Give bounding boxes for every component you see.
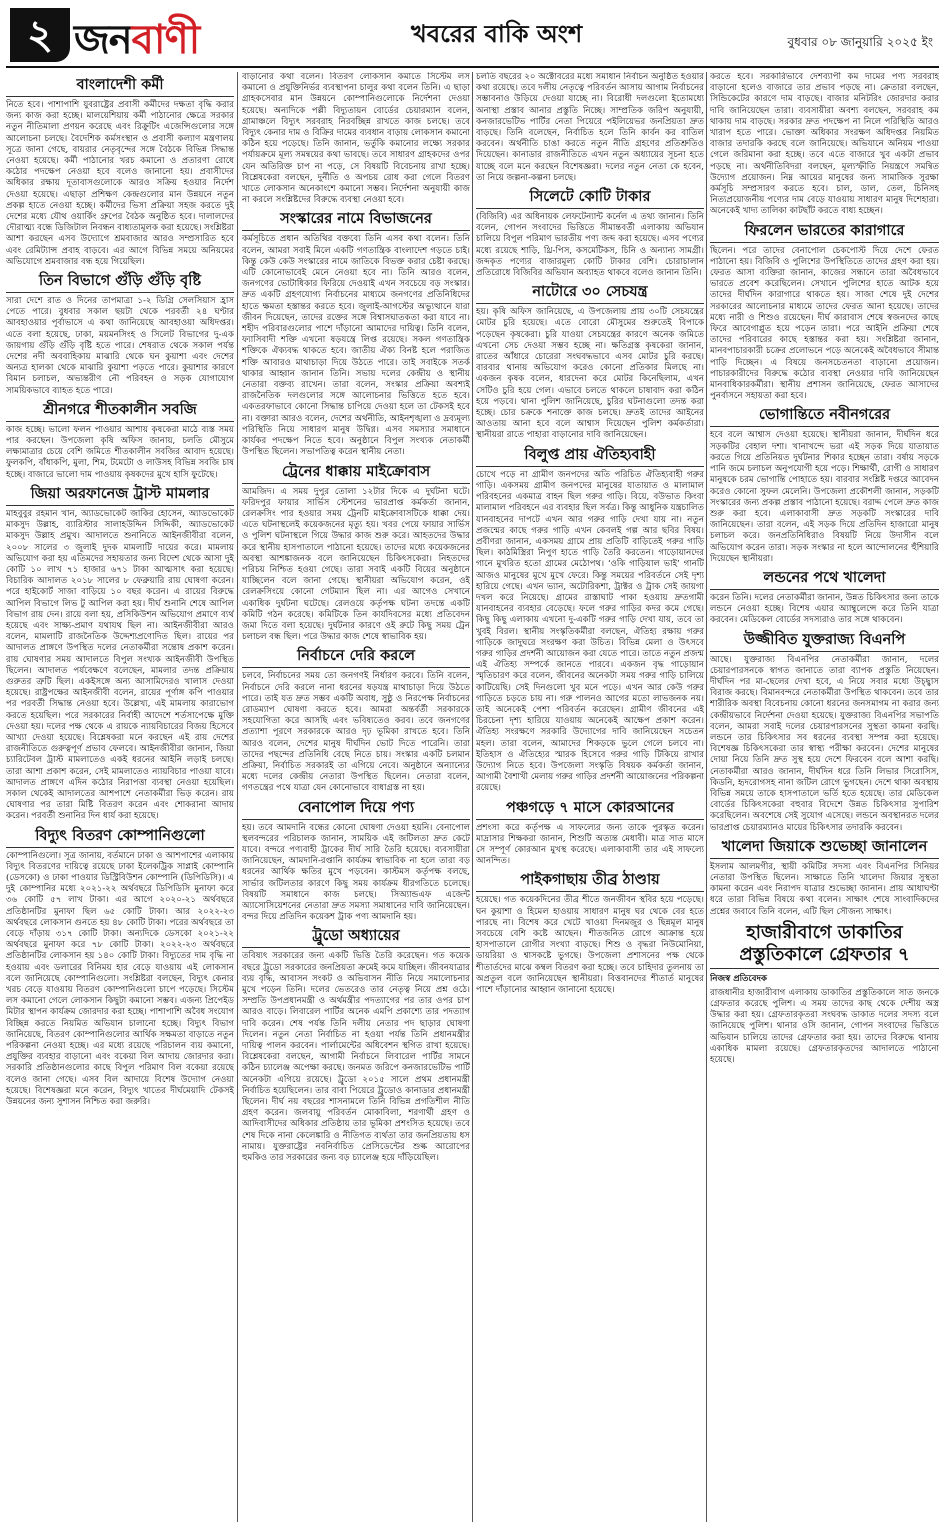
column-divider (472, 72, 473, 1522)
news-story (242, 72, 470, 206)
news-story (476, 799, 704, 868)
masthead (6, 4, 939, 68)
news-story (242, 210, 470, 458)
story-body: আমজিদ। এ সময় দুপুর তোলা ১২টার দিকে এ দুর্ঘটনা ঘটে। ফরিদপুর ফায়ার সার্ভিস স্টেশনের ভারপ্রাপ্ত কর্মকর্তা জানান, রেলক্রসিং পার হওয়ার সময় ট্রেনটি মাইক্রোবাসটিকে ধাক্কা দেয়। এতে ঘটনাস্থলেই কয়েকজনের মৃত্যু হয়। খবর পেয়ে ফায়ার সার্ভিস ও পুলিশ ঘটনাস্থলে গিয়ে উদ্ধার কাজ শুরু করে। আহতদের উদ্ধার করে স্থানীয় হাসপাতালে পাঠানো হয়েছে। তাদের মধ্যে কয়েকজনের অবস্থা আশঙ্কাজনক বলে জানিয়েছেন চিকিৎসকেরা। নিহতদের পরিচয় নিশ্চিত হওয়া গেছে। তারা সবাই একটি বিয়ের অনুষ্ঠানে যাচ্ছিলেন বলে জানা গেছে। স্থানীয়রা অভিযোগ করেন, ওই রেলক্রসিংয়ে কোনো গেটম্যান ছিল না। এর আগেও সেখানে একাধিক দুর্ঘটনা ঘটেছে। রেলওয়ে কর্তৃপক্ষ ঘটনা তদন্তে একটি কমিটি গঠন করেছে। কমিটিকে তিন কার্যদিবসের মধ্যে প্রতিবেদন জমা দিতে বলা হয়েছে। দুর্ঘটনার কারণে ওই রুটে কিছু সময় ট্রেন চলাচল বন্ধ ছিল। পরে উদ্ধার কাজ শেষে স্বাভাবিক হয়। (242, 486, 470, 643)
news-story (476, 871, 704, 996)
column-1 (6, 72, 234, 1522)
story-headline[interactable]: শ্রীনগরে শীতকালীন সবজি (6, 401, 234, 422)
story-headline[interactable]: নাটোরে ৩০ সেচযন্ত্র (476, 283, 704, 304)
story-headline[interactable]: ট্রেনের ধাক্কায় মাইক্রোবাস (242, 463, 470, 484)
story-headline[interactable]: উজ্জীবিত যুক্তরাজ্য বিএনপি (710, 631, 939, 652)
story-body: কাজ হচ্ছে। ভালো ফলন পাওয়ার আশায় কৃষকেরা মাঠে ব্যস্ত সময় পার করছেন। উপজেলা কৃষি অফিস জানায়, চলতি মৌসুমে লক্ষ্যমাত্রার চেয়ে বেশি জমিতে শীতকালীন সবজির আবাদ হয়েছে। ফুলকপি, বাঁধাকপি, মুলা, শিম, টমেটো ও লাউসহ বিভিন্ন সবজি চাষ হচ্ছে। বাজারে ভালো দাম পাওয়ায় কৃষকদের মুখে হাসি ফুটেছে। (6, 424, 234, 480)
story-body: আছে। যুক্তরাজ্য বিএনপির নেতাকর্মীরা জানান, দলের চেয়ারপারসনকে স্বাগত জানাতে তারা ব্যাপক প্রস্তুতি নিয়েছেন। দীর্ঘদিন পর মা-ছেলের দেখা হবে, এ নিয়ে সবার মধ্যে উচ্ছ্বাস বিরাজ করছে। বিমানবন্দরে নেতাকর্মীরা উপস্থিত থাকবেন। তবে তার শারীরিক অবস্থা বিবেচনায় কোনো ধরনের জনসমাগম না করার জন্য কেন্দ্রীয়ভাবে নির্দেশনা দেওয়া হয়েছে। যুক্তরাজ্য বিএনপির সভাপতি বলেন, আমরা সবাই দলের চেয়ারপারসনের সুস্থতা কামনা করছি। লন্ডনে তার চিকিৎসার সব ধরনের ব্যবস্থা সম্পন্ন করা হয়েছে। বিশেষজ্ঞ চিকিৎসকেরা তার স্বাস্থ্য পরীক্ষা করবেন। দেশের মানুষের দোয়া নিয়ে তিনি দ্রুত সুস্থ হয়ে দেশে ফিরবেন বলে আশা করছি। নেতাকর্মীরা আরও জানান, দীর্ঘদিন ধরে তিনি লিভার সিরোসিস, কিডনি, হৃদরোগসহ নানা জটিল রোগে ভুগছেন। দেশে থাকা অবস্থায় বিভিন্ন সময়ে তাকে হাসপাতালে ভর্তি হতে হয়েছে। তার মেডিকেল বোর্ডের চিকিৎসকেরা বহুবার বিদেশে উন্নত চিকিৎসার সুপারিশ করেছিলেন। অবশেষে সেই সুযোগ এসেছে। লন্ডনে অবস্থানরত দলের ভারপ্রাপ্ত চেয়ারম্যানও মায়ের চিকিৎসার তদারকি করবেন। (710, 654, 939, 833)
newspaper-name-part-2: বাণী (131, 17, 200, 63)
story-body: রাজধানীর হাজারীবাগ এলাকায় ডাকাতির প্রস্তুতিকালে সাত জনকে গ্রেফতার করেছে পুলিশ। এ সময় তাদের কাছ থেকে দেশীয় অস্ত্র উদ্ধার করা হয়। গ্রেফতারকৃতরা সংঘবদ্ধ ডাকাত দলের সদস্য বলে জানিয়েছে পুলিশ। থানার ওসি জানান, গোপন সংবাদের ভিত্তিতে অভিযান চালিয়ে তাদের গ্রেফতার করা হয়। তাদের বিরুদ্ধে থানায় একাধিক মামলা রয়েছে। গ্রেফতারকৃতদের আদালতে পাঠানো হয়েছে। (710, 987, 939, 1066)
column-divider (706, 72, 707, 1522)
section-title: খবরের বাকি অংশ (411, 20, 583, 48)
column-3 (476, 72, 704, 1522)
news-story (6, 272, 234, 397)
story-body: নিতে হবে। পাশাপাশি যুবরাষ্ট্রের প্রবাসী কর্মীদের দক্ষতা বৃদ্ধি করার জন্য কাজ করা হচ্ছে। মালয়েশিয়ায় কর্মী পাঠানোর ক্ষেত্রে সরকার নতুন নীতিমালা প্রণয়ন করেছে এবং রিক্রুটিং এজেন্সিগুলোর সঙ্গে আলোচনা চলছে। বৈদেশিক কর্মসংস্থান ও প্রবাসী কল্যাণ মন্ত্রণালয় সূত্রে জানা গেছে, বায়রার নেতৃবৃন্দের সঙ্গে বৈঠকে বিভিন্ন সিদ্ধান্ত নেওয়া হয়েছে। কর্মী পাঠানোর খরচ কমানো ও প্রতারণা রোধে কঠোর পদক্ষেপ নেওয়া হবে বলেও জানানো হয়। প্রবাসীদের অধিকার রক্ষায় দূতাবাসগুলোকে আরও সক্রিয় হওয়ার নির্দেশ দেওয়া হয়েছে। এছাড়া প্রশিক্ষণ কেন্দ্রগুলোর মান উন্নয়নে নতুন প্রকল্প হাতে নেওয়া হচ্ছে। কর্মীদের ভিসা প্রক্রিয়া সহজ করতে দুই দেশের মধ্যে যৌথ ওয়ার্কিং গ্রুপের বৈঠক অনুষ্ঠিত হবে। দালালদের দৌরাত্ম্য বন্ধে ডিজিটাল নিবন্ধন বাধ্যতামূলক করা হয়েছে। সংশ্লিষ্টরা আশা করছেন এসব উদ্যোগে শ্রমবাজার আরও সম্প্রসারিত হবে এবং রেমিট্যান্স প্রবাহ বাড়বে। এর আগে বিভিন্ন সময়ে অনিয়মের অভিযোগে শ্রমবাজার বন্ধ হয়ে গিয়েছিল। (6, 100, 234, 267)
page-number: ২ (10, 8, 70, 62)
news-story (242, 927, 470, 1164)
story-headline[interactable]: বেনাপোল দিয়ে পণ্য (242, 799, 470, 820)
news-story (710, 406, 939, 564)
story-body: হয়েছে। গত কয়েকদিনের তীব্র শীতে জনজীবন স্থবির হয়ে পড়েছে। ঘন কুয়াশা ও হিমেল হাওয়ায় সাধারণ মানুষ ঘর থেকে বের হতে পারছে না। বিশেষ করে খেটে খাওয়া দিনমজুর ও ছিন্নমূল মানুষ সবচেয়ে বেশি কষ্টে আছেন। শীতজনিত রোগে আক্রান্ত হয়ে হাসপাতালে রোগীর সংখ্যা বাড়ছে। শিশু ও বৃদ্ধরা নিউমোনিয়া, ডায়রিয়া ও শ্বাসকষ্টে ভুগছে। উপজেলা প্রশাসনের পক্ষ থেকে শীতার্তদের মাঝে কম্বল বিতরণ করা হচ্ছে। তবে চাহিদার তুলনায় তা অপ্রতুল বলে জানিয়েছেন স্থানীয়রা। বিত্তবানদের শীতার্ত মানুষের পাশে দাঁড়ানোর আহ্বান জানানো হয়েছে। (476, 895, 704, 996)
news-story (710, 222, 939, 403)
story-byline: নিজস্ব প্রতিবেদক (710, 973, 767, 984)
story-headline[interactable]: লন্ডনের পথে খালেদা (710, 569, 939, 590)
story-headline[interactable]: তিন বিভাগে গুঁড়ি গুঁড়ি বৃষ্টি (6, 272, 234, 293)
story-headline[interactable]: পঞ্চগড়ে ৭ মাসে কোরআনের (476, 799, 704, 820)
story-headline[interactable]: খালেদা জিয়াকে শুভেচ্ছা জানালেন (710, 838, 939, 859)
story-body: বাড়ানোর কথা বলেন। বিতরণ লোকসান কমাতে সিস্টেম লস কমানো ও প্রযুক্তিনির্ভর ব্যবস্থাপনা চালুর কথা বলেন তিনি। এ ছাড়া গ্রাহকসেবার মান উন্নয়নে কোম্পানিগুলোকে নির্দেশনা দেওয়া হয়েছে। অন্যদিকে পল্লী বিদ্যুতায়ন বোর্ডের চেয়ারম্যান বলেন, গ্রামাঞ্চলে বিদ্যুৎ সরবরাহ নিরবচ্ছিন্ন রাখতে কাজ চলছে। তবে বিদ্যুৎ কেনার দাম ও বিক্রির দামের ব্যবধান বাড়ায় লোকসান কমানো কঠিন হয়ে পড়েছে। তিনি জানান, ভর্তুকি কমানোর লক্ষ্যে সরকার পর্যায়ক্রমে মূল্য সমন্বয়ের কথা ভাবছে। তবে সাধারণ গ্রাহকদের ওপর যেন অতিরিক্ত চাপ না পড়ে, সে বিষয়টি বিবেচনায় রাখা হচ্ছে। বিশ্লেষকেরা বলছেন, দুর্নীতি ও অপচয় রোধ করা গেলে বিতরণ খাতে লোকসান অনেকাংশে কমানো সম্ভব। নির্দেশনা অনুযায়ী কাজ না করলে সংশ্লিষ্টদের বিরুদ্ধে ব্যবস্থা নেওয়া হবে। (242, 72, 470, 206)
story-body: সারা দেশে রাত ও দিনের তাপমাত্রা ১-২ ডিগ্রি সেলসিয়াস হ্রাস পেতে পারে। বুধবার সকাল ছয়টা থেকে পরবর্তী ২৪ ঘণ্টার আবহাওয়ার পূর্বাভাসে এ কথা জানিয়েছে আবহাওয়া অধিদপ্তর। এতে বলা হয়েছে, ঢাকা, ময়মনসিংহ ও সিলেট বিভাগের দু-এক জায়গায় গুঁড়ি গুঁড়ি বৃষ্টি হতে পারে। শেষরাত থেকে সকাল পর্যন্ত দেশের নদী অববাহিকায় মাঝারি থেকে ঘন কুয়াশা এবং দেশের অন্যত্র হালকা থেকে মাঝারি কুয়াশা পড়তে পারে। কুয়াশার কারণে বিমান চলাচল, অভ্যন্তরীণ নৌ পরিবহন ও সড়ক যোগাযোগ সাময়িকভাবে ব্যাহত হতে পারে। (6, 296, 234, 396)
story-body: ছিলেন। পরে তাদের বেনাপোল চেকপোস্ট দিয়ে দেশে ফেরত পাঠানো হয়। বিজিবি ও পুলিশের উপস্থিতিতে তাদের গ্রহণ করা হয়। ফেরত আসা ব্যক্তিরা জানান, কাজের সন্ধানে তারা অবৈধভাবে ভারতে প্রবেশ করেছিলেন। সেখানে পুলিশের হাতে আটক হয়ে তাদের দীর্ঘদিন কারাগারে থাকতে হয়। সাজা শেষে দুই দেশের সরকারের আলোচনার মাধ্যমে তাদের ফেরত আনা হয়েছে। তাদের মধ্যে নারী ও শিশুও রয়েছেন। দীর্ঘ কারাবাস শেষে স্বজনদের কাছে ফিরে আবেগাপ্লুত হয়ে পড়েন তারা। পরে আইনি প্রক্রিয়া শেষে তাদের পরিবারের কাছে হস্তান্তর করা হয়। সংশ্লিষ্টরা জানান, মানবপাচারকারী চক্রের প্রলোভনে পড়ে অনেকেই অবৈধভাবে সীমান্ত পাড়ি দিচ্ছেন। এ বিষয়ে জনসচেতনতা বাড়ানো প্রয়োজন। পাচারকারীদের বিরুদ্ধে কঠোর ব্যবস্থা নেওয়ার দাবি জানিয়েছেন মানবাধিকারকর্মীরা। স্থানীয় প্রশাসন জানিয়েছে, ফেরত আসাদের পুনর্বাসনে সহায়তা করা হবে। (710, 245, 939, 402)
news-story (710, 922, 939, 1066)
story-headline[interactable]: পাইকগাছায় তীব্র ঠাণ্ডায় (476, 871, 704, 892)
story-body: চোখে পড়ে না গ্রামীণ জনপদের অতি পরিচিত ঐতিহ্যবাহী গরুর গাড়ি। একসময় গ্রামীণ জনপদের মানুষের যাতায়াত ও মালামাল পরিবহনের একমাত্র বাহন ছিল গরুর গাড়ি। বিয়ে, বউভাত কিংবা মালামাল পরিবহনে এর ব্যবহার ছিল সর্বত্র। কিন্তু আধুনিক যন্ত্রচালিত যানবাহনের দাপটে এখন আর গরুর গাড়ি দেখা যায় না। নতুন প্রজন্মের কাছে গরুর গাড়ি এখন কেবলই গল্প আর ছবির বিষয়। প্রবীণরা জানান, একসময় গ্রামে প্রায় প্রতিটি বাড়িতেই গরুর গাড়ি ছিল। কাঠমিস্ত্রিরা নিপুণ হাতে গাড়ি তৈরি করতেন। গাড়োয়ানদের গানে মুখরিত হতো গ্রামের মেঠোপথ। ‘ওকি গাড়িয়াল ভাই’ গানটি আজও মানুষের মুখে মুখে ফেরে। কিন্তু সময়ের পরিবর্তনে সেই দৃশ্য হারিয়ে গেছে। এখন ভ্যান, অটোরিকশা, ট্রাক্টর ও ট্রাক সেই জায়গা দখল করে নিয়েছে। গ্রামের রাস্তাঘাট পাকা হওয়ায় দ্রুতগামী যানবাহনের ব্যবহার বেড়েছে। ফলে গরুর গাড়ির কদর কমে গেছে। কিছু কিছু এলাকায় এখনো দু-একটি গরুর গাড়ি দেখা যায়, তবে তা খুবই বিরল। স্থানীয় সংস্কৃতিকর্মীরা বলছেন, ঐতিহ্য রক্ষায় গরুর গাড়িকে জাদুঘরে সংরক্ষণ করা উচিত। বিভিন্ন মেলা ও উৎসবে গরুর গাড়ির প্রদর্শনী আয়োজন করা যেতে পারে। তাতে নতুন প্রজন্ম এই ঐতিহ্য সম্পর্কে জানতে পারবে। একজন বৃদ্ধ গাড়োয়ান স্মৃতিচারণ করে বলেন, জীবনের অনেকটা সময় গরুর গাড়ি চালিয়ে কাটিয়েছি। সেই দিনগুলো খুব মনে পড়ে। এখন আর কেউ গরুর গাড়িতে চড়তে চায় না। গরু পালনও আগের মতো লাভজনক নয়। তাই অনেকেই পেশা পরিবর্তন করেছেন। গ্রামীণ জীবনের এই চিরচেনা দৃশ্য হারিয়ে যাওয়ায় অনেকেই আক্ষেপ প্রকাশ করেন। ঐতিহ্য সংরক্ষণে সরকারি উদ্যোগের দাবি জানিয়েছেন সচেতন মহল। তারা বলেন, আমাদের শিকড়কে ভুলে গেলে চলবে না। ইতিহাস ও ঐতিহ্যের স্মারক হিসেবে গরুর গাড়ি টিকিয়ে রাখার উদ্যোগ নিতে হবে। উপজেলা সংস্কৃতি বিষয়ক কর্মকর্তা জানান, আগামী বৈশাখী মেলায় গরুর গাড়ির প্রদর্শনী আয়োজনের পরিকল্পনা রয়েছে। (476, 469, 704, 794)
story-body: মাহবুবুর রহমান খান, অ্যাডভোকেট জাকির হোসেন, অ্যাডভোকেট মাকসুদ উল্লাহ, ব্যারিস্টার সালাহউদ্দিন সিদ্দিকী, অ্যাডভোকেট মাকসুদ উল্লাহ প্রমুখ। আদালতে শুনানিতে আইনজীবীরা বলেন, ২০০৮ সালের ৩ জুলাই দুদক মামলাটি দায়ের করে। মামলায় অভিযোগ করা হয় এতিমদের সহায়তার জন্য বিদেশ থেকে আসা দুই কোটি ১০ লাখ ৭১ হাজার ৬৭১ টাকা আত্মসাৎ করা হয়েছে। বিচারিক আদালত ২০১৮ সালের ৮ ফেব্রুয়ারি রায় ঘোষণা করেন। পরে হাইকোর্ট সাজা বাড়িয়ে ১০ বছর করেন। এ রায়ের বিরুদ্ধে আপিল বিভাগে লিভ টু আপিল করা হয়। দীর্ঘ শুনানি শেষে আপিল বিভাগ রায় দেন। রায়ে বলা হয়, প্রসিকিউশন অভিযোগ প্রমাণে ব্যর্থ হয়েছে এবং সাক্ষ্য-প্রমাণ যথাযথ ছিল না। আইনজীবীরা আরও বলেন, মামলাটি রাজনৈতিক উদ্দেশ্যপ্রণোদিত ছিল। রায়ের পর আদালত প্রাঙ্গণে উপস্থিত দলের নেতাকর্মীরা সন্তোষ প্রকাশ করেন। রায় ঘোষণার সময় আদালতে বিপুল সংখ্যক আইনজীবী উপস্থিত ছিলেন। আদালত পর্যবেক্ষণে বলেছেন, মামলার তদন্ত প্রক্রিয়ায় গুরুতর ত্রুটি ছিল। একইসঙ্গে অন্য আসামিদেরও খালাস দেওয়া হয়েছে। রাষ্ট্রপক্ষের আইনজীবী বলেন, রায়ের পূর্ণাঙ্গ কপি পাওয়ার পর পরবর্তী সিদ্ধান্ত নেওয়া হবে। উল্লেখ্য, এই মামলায় কারাভোগ করতে হয়েছিল। পরে সরকারের নির্বাহী আদেশে শর্তসাপেক্ষে মুক্তি দেওয়া হয়। দলের পক্ষ থেকে এ রায়কে ন্যায়বিচারের বিজয় হিসেবে আখ্যা দেওয়া হয়েছে। বিশ্লেষকরা মনে করছেন এই রায় দেশের রাজনীতিতে গুরুত্বপূর্ণ প্রভাব ফেলবে। আইনজীবীরা জানান, জিয়া চ্যারিটেবল ট্রাস্ট মামলাতেও একই ধরনের আইনি লড়াই চলছে। তারা আশা প্রকাশ করেন, সেই মামলাতেও ন্যায়বিচার পাওয়া যাবে। আদালত প্রাঙ্গণে এদিন কঠোর নিরাপত্তা ব্যবস্থা নেওয়া হয়েছিল। সকাল থেকেই আদালতের আশপাশে নেতাকর্মীরা ভিড় করেন। রায় ঘোষণার পর তারা মিষ্টি বিতরণ করেন এবং শোকরানা আদায় করেন। পরবর্তী শুনানির দিন ধার্য করা হয়েছে। (6, 508, 234, 822)
news-story (242, 799, 470, 924)
story-body: তবিষ্যৎ সরকারের জন্য একটি ভিত্তি তৈরি করেছেন। গত কয়েক বছরে ট্রুডো সরকারের জনপ্রিয়তা ক্রমেই কমে যাচ্ছিল। জীবনযাত্রার ব্যয় বৃদ্ধি, আবাসন সংকট ও অভিবাসন নীতি নিয়ে সমালোচনার মুখে পড়েন তিনি। দলের ভেতরেও তার নেতৃত্ব নিয়ে প্রশ্ন ওঠে। সম্প্রতি উপপ্রধানমন্ত্রী ও অর্থমন্ত্রীর পদত্যাগের পর তার ওপর চাপ আরও বাড়ে। লিবারেল পার্টির অনেক এমপি প্রকাশ্যে তার পদত্যাগ দাবি করেন। শেষ পর্যন্ত তিনি দলীয় নেতার পদ ছাড়ার ঘোষণা দিলেন। নতুন নেতা নির্বাচিত না হওয়া পর্যন্ত তিনি প্রধানমন্ত্রীর দায়িত্ব পালন করবেন। পার্লামেন্টের অধিবেশন স্থগিত রাখা হয়েছে। বিশ্লেষকেরা বলছেন, আগামী নির্বাচনে লিবারেল পার্টির সামনে কঠিন চ্যালেঞ্জ অপেক্ষা করছে। জনমত জরিপে কনজারভেটিভ পার্টি অনেকটা এগিয়ে রয়েছে। ট্রুডো ২০১৫ সালে প্রথম প্রধানমন্ত্রী নির্বাচিত হয়েছিলেন। তার বাবা পিয়েরে ট্রুডোও কানাডার প্রধানমন্ত্রী ছিলেন। দীর্ঘ নয় বছরের শাসনামলে তিনি বিভিন্ন প্রগতিশীল নীতি গ্রহণ করেন। জলবায়ু পরিবর্তন মোকাবিলা, শরণার্থী গ্রহণ ও আদিবাসীদের অধিকার প্রতিষ্ঠায় তার ভূমিকা প্রশংসিত হয়েছে। তবে শেষ দিকে নানা কেলেঙ্কারি ও নীতিগত ব্যর্থতা তার জনপ্রিয়তায় ধস নামায়। যুক্তরাষ্ট্রের নবনির্বাচিত প্রেসিডেন্টের শুল্ক আরোপের হুমকিও তার সরকারের জন্য বড় চ্যালেঞ্জ হয়ে দাঁড়িয়েছিল। (242, 951, 470, 1164)
story-headline[interactable]: ট্রুডো অধ্যায়ের (242, 927, 470, 948)
story-body: প্রশংসা করে কর্তৃপক্ষ এ সাফল্যের জন্য তাকে পুরস্কৃত করেন। মাদ্রাসার শিক্ষকরা জানান, শিশুটি অত্যন্ত মেধাবী। মাত্র সাত মাসে সে সম্পূর্ণ কোরআন মুখস্থ করেছে। এলাকাবাসী তার এই সাফল্যে আনন্দিত। (476, 822, 704, 867)
story-body: চলবে, নির্বাচনের সময় তো জনগণই নির্ধারণ করবে। তিনি বলেন, নির্বাচনে দেরি করলে নানা ধরনের ষড়যন্ত্র মাথাচাড়া দিয়ে উঠতে পারে। তাই যত দ্রুত সম্ভব একটি অবাধ, সুষ্ঠু ও নিরপেক্ষ নির্বাচনের রোডম্যাপ ঘোষণা করতে হবে। আমরা অন্তর্বর্তী সরকারকে সহযোগিতা করে আসছি এবং ভবিষ্যতেও করব। তবে জনগণের প্রত্যাশা পূরণে সরকারকে আরও দৃঢ় ভূমিকা রাখতে হবে। তিনি আরও বলেন, দেশের মানুষ দীর্ঘদিন ভোট দিতে পারেনি। তারা তাদের পছন্দের প্রতিনিধি বেছে নিতে চায়। সংস্কার একটি চলমান প্রক্রিয়া, নির্বাচিত সরকারই তা এগিয়ে নেবে। অনুষ্ঠানে অন্যান্যের মধ্যে দলের কেন্দ্রীয় নেতারা উপস্থিত ছিলেন। নেতারা বলেন, গণতন্ত্রের পথে যাত্রা যেন কোনোভাবে বাধাগ্রস্ত না হয়। (242, 671, 470, 794)
story-headline[interactable]: বিদ্যুৎ বিতরণ কোম্পানিগুলো (6, 827, 234, 848)
news-story (6, 76, 234, 268)
news-story (6, 827, 234, 1109)
story-body: হবে বলে আশ্বাস দেওয়া হয়েছে। স্থানীয়রা জানান, দীর্ঘদিন ধরে সড়কটির বেহাল দশা। খানাখন্দে ভরা এই সড়ক দিয়ে যাতায়াত করতে গিয়ে প্রতিনিয়ত দুর্ঘটনার শিকার হচ্ছেন তারা। বর্ষায় সড়কে পানি জমে চলাচল অনুপযোগী হয়ে পড়ে। শিক্ষার্থী, রোগী ও সাধারণ মানুষকে চরম ভোগান্তি পোহাতে হয়। বারবার সংশ্লিষ্ট দপ্তরে আবেদন করেও কোনো সুফল মেলেনি। উপজেলা প্রকৌশলী জানান, সড়কটি সংস্কারের জন্য প্রকল্প প্রস্তাব পাঠানো হয়েছে। বরাদ্দ পেলে দ্রুত কাজ শুরু করা হবে। এলাকাবাসী দ্রুত সড়কটি সংস্কারের দাবি জানিয়েছেন। তারা বলেন, এই সড়ক দিয়ে প্রতিদিন হাজারো মানুষ চলাচল করে। জনপ্রতিনিধিরাও বিষয়টি নিয়ে উদাসীন বলে অভিযোগ করেন তারা। সড়ক সংস্কার না হলে আন্দোলনের হুঁশিয়ারি দিয়েছেন স্থানীয়রা। (710, 430, 939, 564)
news-story (6, 485, 234, 823)
story-headline[interactable]: ভোগান্তিতে নবীনগরের (710, 406, 939, 427)
story-headline[interactable]: সংস্কারের নামে বিভাজনের (242, 210, 470, 231)
news-story (710, 72, 939, 218)
news-story (242, 647, 470, 794)
news-story (476, 446, 704, 795)
dateline: বুধবার ০৮ জানুয়ারি ২০২৫ ইং (787, 35, 933, 49)
column-2 (242, 72, 470, 1522)
newspaper-name-part-1: জন (74, 17, 132, 63)
story-body: হয়। তবে আমদানি বন্ধের কোনো ঘোষণা দেওয়া হয়নি। বেনাপোল স্থলবন্দরের পরিচালক জানান, সাময়িক এই জটিলতা দ্রুত কেটে যাবে। বন্দরে পণ্যবাহী ট্রাকের দীর্ঘ সারি তৈরি হয়েছে। ব্যবসায়ীরা জানিয়েছেন, আমদানি-রপ্তানি কার্যক্রম স্বাভাবিক না হলে তারা বড় ধরনের আর্থিক ক্ষতির মুখে পড়বেন। কাস্টমস কর্তৃপক্ষ বলছে, সার্ভার জটিলতার কারণে কিছু সময় কার্যক্রম ধীরগতিতে চলেছে। বিষয়টি সমাধানে কাজ চলছে। সিঅ্যান্ডএফ এজেন্ট অ্যাসোসিয়েশনের নেতারা দ্রুত সমস্যা সমাধানের দাবি জানিয়েছেন। বন্দর দিয়ে প্রতিদিন কয়েকশ ট্রাক পণ্য আমদানি হয়। (242, 822, 470, 923)
newspaper-logo (74, 6, 264, 64)
story-headline[interactable]: বিলুপ্ত প্রায় ঐতিহ্যবাহী (476, 446, 704, 467)
news-story (710, 631, 939, 834)
story-body: হয়। কৃষি অফিস জানিয়েছে, এ উপজেলায় প্রায় ৩০টি সেচযন্ত্রের মোটর চুরি হয়েছে। এতে বোরো মৌসুমের শুরুতেই বিপাকে পড়েছেন কৃষকেরা। চুরি যাওয়া সেচযন্ত্রের কারণে অনেক জমিতে এখনো সেচ দেওয়া সম্ভব হচ্ছে না। ক্ষতিগ্রস্ত কৃষকেরা জানান, রাতের আঁধারে চোরেরা সংঘবদ্ধভাবে এসব মোটর চুরি করছে। বারবার থানায় অভিযোগ করেও কোনো প্রতিকার মিলছে না। একজন কৃষক বলেন, ধারদেনা করে মোটর কিনেছিলাম, এখন সেটিও চুরি হয়ে গেল। এভাবে চলতে থাকলে চাষাবাদ করা কঠিন হয়ে পড়বে। থানা পুলিশ জানিয়েছে, চুরির ঘটনাগুলো তদন্ত করা হচ্ছে। চোর চক্রকে শনাক্তে কাজ চলছে। দ্রুতই তাদের আইনের আওতায় আনা হবে বলে আশ্বাস দিয়েছেন পুলিশ কর্মকর্তারা। স্থানীয়রা রাতে পাহারা বাড়ানোর দাবি জানিয়েছেন। (476, 307, 704, 441)
story-body: চলতি বছরের ২০ অক্টোবরের মধ্যে সমাধান নির্বাচন অনুষ্ঠিত হওয়ার কথা রয়েছে। তবে দলীয় নেতৃত্বে পরিবর্তন আসায় আগাম নির্বাচনের সম্ভাবনাও উড়িয়ে দেওয়া যাচ্ছে না। বিরোধী দলগুলো ইতোমধ্যে অনাস্থা প্রস্তাব আনার প্রস্তুতি নিচ্ছে। সাম্প্রতিক জরিপ অনুযায়ী, কনজারভেটিভ পার্টির নেতা পিয়েরে পইলিয়েভর জনপ্রিয়তা দ্রুত বাড়ছে। তিনি বলেছেন, নির্বাচিত হলে তিনি কার্বন কর বাতিল করবেন। অর্থনীতি চাঙা করতে নতুন নীতি গ্রহণের প্রতিশ্রুতিও দিয়েছেন। কানাডার রাজনীতিতে এখন নতুন অধ্যায়ের সূচনা হতে যাচ্ছে বলে মনে করছেন বিশেষজ্ঞরা। দলের নতুন নেতা কে হবেন, তা নিয়ে জল্পনা-কল্পনা চলছে। (476, 72, 704, 183)
story-headline[interactable]: হাজারীবাগে ডাকাতির প্রস্তুতিকালে গ্রেফতার ৭ (710, 922, 939, 969)
news-story (710, 569, 939, 627)
news-story (476, 283, 704, 441)
story-body: ইসলাম আলমগীর, স্থায়ী কমিটির সদস্য এবং বিএনপির সিনিয়র নেতারা উপস্থিত ছিলেন। সাক্ষাতে তিনি খালেদা জিয়ার সুস্থতা কামনা করেন এবং নিরাপদ যাত্রার শুভেচ্ছা জানান। প্রায় আধাঘণ্টা ধরে তারা বিভিন্ন বিষয়ে কথা বলেন। সাক্ষাৎ শেষে সাংবাদিকদের প্রশ্নের জবাবে তিনি বলেন, এটি ছিল সৌজন্য সাক্ষাৎ। (710, 861, 939, 917)
news-story (476, 72, 704, 184)
story-body: কোম্পানিগুলো। সূত্র জানায়, বর্তমানে ঢাকা ও আশপাশের এলাকায় বিদ্যুৎ বিতরণের দায়িত্বে রয়েছে ঢাকা ইলেকট্রিক সাপ্লাই কোম্পানি (ডেসকো) ও ঢাকা পাওয়ার ডিস্ট্রিবিউশন কোম্পানি (ডিপিডিসি)। এ দুই কোম্পানির মধ্যে ২০২১-২২ অর্থবছরে ডিপিডিসি মুনাফা করে ৩৬ কোটি ৫৭ লাখ টাকা। এর আগে ২০২০-২১ অর্থবছরে প্রতিষ্ঠানটির মুনাফা ছিল ৬৫ কোটি টাকা। আর ২০২২-২৩ অর্থবছরে লোকসান গুনতে হয় ৪৮ কোটি টাকা। পরের অর্থবছরে তা বেড়ে দাঁড়ায় ৩১৭ কোটি টাকা। অন্যদিকে ডেসকো ২০২১-২২ অর্থবছরে মুনাফা করে ৭৮ কোটি টাকা। ২০২২-২৩ অর্থবছরে প্রতিষ্ঠানটির লোকসান হয় ১৪০ কোটি টাকা। বিদ্যুতের দাম বৃদ্ধি না হওয়ায় এবং ডলারের বিনিময় হার বেড়ে যাওয়ায় এই লোকসান বলে জানিয়েছে কোম্পানিগুলো। সংশ্লিষ্টরা বলছেন, বিদ্যুৎ কেনার খরচ বেড়ে যাওয়ায় বিতরণ কোম্পানিগুলো চাপে পড়েছে। সিস্টেম লস কমানো গেলে লোকসান কিছুটা কমানো সম্ভব। এজন্য প্রিপেইড মিটার স্থাপন কার্যক্রম জোরদার করা হচ্ছে। পাশাপাশি অবৈধ সংযোগ বিচ্ছিন্ন করতে নিয়মিত অভিযান চালানো হচ্ছে। বিদ্যুৎ বিভাগ জানিয়েছে, বিতরণ কোম্পানিগুলোর আর্থিক সক্ষমতা বাড়াতে নতুন পরিকল্পনা নেওয়া হচ্ছে। এর মধ্যে রয়েছে পরিচালন ব্যয় কমানো, প্রযুক্তির ব্যবহার বাড়ানো এবং বকেয়া বিল আদায় জোরদার করা। সরকারি প্রতিষ্ঠানগুলোর কাছে বিপুল পরিমাণ বিল বকেয়া রয়েছে বলেও জানা গেছে। এসব বিল আদায়ে বিশেষ উদ্যোগ নেওয়া হয়েছে। বিশেষজ্ঞরা মনে করেন, বিদ্যুৎ খাতের দীর্ঘমেয়াদি টেকসই উন্নয়নের জন্য সুশাসন নিশ্চিত করা জরুরি। (6, 850, 234, 1108)
newspaper-name (74, 8, 199, 75)
column-4 (710, 72, 939, 1522)
story-headline[interactable]: বাংলাদেশী কর্মী (6, 76, 234, 97)
story-body: করতে হবে। সরকারিভাবে দেশব্যাপী কম দামের পণ্য সরবরাহ বাড়ানো হলেও বাজারে তার প্রভাব পড়ছে না। ক্রেতারা বলছেন, সিন্ডিকেটের কারণে দাম বাড়ছে। বাজার মনিটরিং জোরদার করার দাবি জানিয়েছেন তারা। ব্যবসায়ীরা অবশ্য বলছেন, সরবরাহ কম থাকায় দাম বাড়ছে। সরকার দ্রুত পদক্ষেপ না নিলে পরিস্থিতি আরও খারাপ হতে পারে। ভোক্তা অধিকার সংরক্ষণ অধিদপ্তর নিয়মিত বাজার তদারকি করছে বলে জানিয়েছে। অভিযানে অনিয়ম পাওয়া গেলে জরিমানা করা হচ্ছে। তবে এতে বাজারে খুব একটা প্রভাব পড়ছে না। অর্থনীতিবিদরা বলছেন, মূল্যস্ফীতি নিয়ন্ত্রণে সমন্বিত উদ্যোগ প্রয়োজন। নিম্ন আয়ের মানুষের জন্য সামাজিক সুরক্ষা কর্মসূচি সম্প্রসারণ করতে হবে। চাল, ডাল, তেল, চিনিসহ নিত্যপ্রয়োজনীয় পণ্যের দাম বেড়ে যাওয়ায় সাধারণ মানুষ দিশেহারা। অনেকেই খাদ্য তালিকা কাটছাঁট করতে বাধ্য হচ্ছেন। (710, 72, 939, 217)
story-body: কর্মসূচিতে প্রধান অতিথির বক্তব্যে তিনি এসব কথা বলেন। তিনি বলেন, আমরা সবাই মিলে একটি গণতান্ত্রিক বাংলাদেশ গড়তে চাই। কিন্তু কেউ কেউ সংস্কারের নামে জাতিকে বিভক্ত করার চেষ্টা করছে। এটি কোনোভাবেই মেনে নেওয়া হবে না। তিনি আরও বলেন, জনগণের ভোটাধিকার ফিরিয়ে দেওয়াই এখন সবচেয়ে বড় সংস্কার। দ্রুত একটি গ্রহণযোগ্য নির্বাচনের মাধ্যমে জনগণের প্রতিনিধিদের হাতে ক্ষমতা হস্তান্তর করতে হবে। জুলাই-আগস্টের অভ্যুত্থানে যারা জীবন দিয়েছেন, তাদের রক্তের সঙ্গে বিশ্বাসঘাতকতা করা যাবে না। শহীদ পরিবারগুলোর পাশে দাঁড়ানো আমাদের দায়িত্ব। তিনি বলেন, ফ্যাসিবাদী শক্তি এখনো ষড়যন্ত্রে লিপ্ত রয়েছে। সকল গণতান্ত্রিক শক্তিকে ঐক্যবদ্ধ থাকতে হবে। জাতীয় ঐক্য বিনষ্ট হলে পরাজিত শক্তি আবারও মাথাচাড়া দিয়ে উঠতে পারে। তাই সবাইকে সতর্ক থাকার আহ্বান জানান তিনি। সভায় দলের কেন্দ্রীয় ও স্থানীয় নেতারা বক্তব্য রাখেন। তারা বলেন, সংস্কার প্রক্রিয়া অবশ্যই রাজনৈতিক দলগুলোর সঙ্গে আলোচনার ভিত্তিতে হতে হবে। একতরফাভাবে কোনো সিদ্ধান্ত চাপিয়ে দেওয়া হলে তা টেকসই হবে না। বক্তারা আরও বলেন, দেশের অর্থনীতি, আইনশৃঙ্খলা ও দ্রব্যমূল্য পরিস্থিতি নিয়ে সাধারণ মানুষ উদ্বিগ্ন। এসব সমস্যার সমাধানে কার্যকর পদক্ষেপ নিতে হবে। অনুষ্ঠানে বিপুল সংখ্যক নেতাকর্মী উপস্থিত ছিলেন। সভাপতিত্ব করেন স্থানীয় নেতা। (242, 234, 470, 458)
news-story (242, 463, 470, 644)
news-story (476, 188, 704, 279)
news-story (710, 838, 939, 918)
story-headline[interactable]: জিয়া অরফানেজ ট্রাস্ট মামলার (6, 485, 234, 506)
story-body: (বিজিবি) এর অধিনায়ক লেফটেন্যান্ট কর্নেল এ তথ্য জানান। তিনি বলেন, গোপন সংবাদের ভিত্তিতে সীমান্তবর্তী এলাকায় অভিযান চালিয়ে বিপুল পরিমাণ ভারতীয় পণ্য জব্দ করা হয়েছে। এসব পণ্যের মধ্যে রয়েছে শাড়ি, থ্রি-পিস, কসমেটিকস, চিনি ও অন্যান্য সামগ্রী। জব্দকৃত পণ্যের বাজারমূল্য কোটি টাকার বেশি। চোরাচালান প্রতিরোধে বিজিবির অভিযান অব্যাহত থাকবে বলেও জানান তিনি। (476, 212, 704, 279)
column-divider (237, 72, 238, 1522)
news-story (6, 401, 234, 481)
story-body: করেন তিনি। দলের নেতাকর্মীরা জানান, উন্নত চিকিৎসার জন্য তাকে লন্ডনে নেওয়া হচ্ছে। বিশেষ এয়ার অ্যাম্বুলেন্সে করে তিনি যাত্রা করবেন। মেডিকেল বোর্ডের সদস্যরাও তার সঙ্গে থাকবেন। (710, 592, 939, 626)
story-headline[interactable]: ফিরলেন ভারতের কারাগারে (710, 222, 939, 243)
story-headline[interactable]: নির্বাচনে দেরি করলে (242, 647, 470, 668)
story-headline[interactable]: সিলেটে কোটি টাকার (476, 188, 704, 209)
